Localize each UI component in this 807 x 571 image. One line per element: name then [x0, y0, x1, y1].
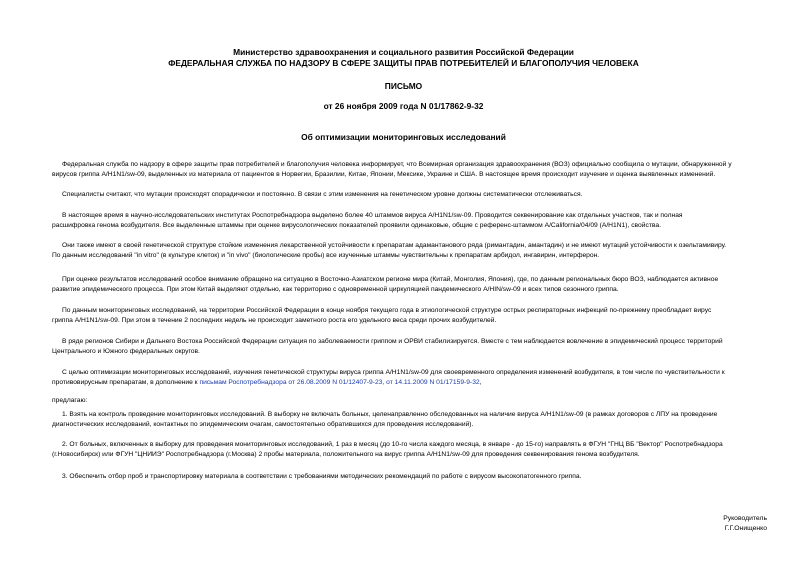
paragraph-line: вирусов гриппа A/H1N1/sw-09, выделенных из материала от пациентов в Норвегии, Бразилии, Китае, Японии, Мексике, Украине и США. В настоящее время происходит изучение и оценка выявленных изменений.	[52, 171, 716, 178]
ministry-title: Министерство здравоохранения и социального развития Российской Федерации	[233, 47, 574, 57]
paragraph-line: диагностических исследований, контактных по эпидемическим очагам, самостоятельно обратившихся для проведения исследований).	[52, 421, 474, 428]
paragraph-line: противовирусным препаратам, в дополнение к письмам Роспотребнадзора от 26.08.2009 N 01/12407-9-23, от 14.11.2009 N 01/17159-9-32,	[52, 379, 482, 386]
paragraph-line: Они также имеют в своей генетической структуре стойкие изменения лекарственной устойчивости к препаратам адамантанового ряда (римантадин, амантадин) и не имеют мутаций устойчивости к озельтамивиру.	[62, 242, 727, 249]
service-title: ФЕДЕРАЛЬНАЯ СЛУЖБА ПО НАДЗОРУ В СФЕРЕ ЗАЩИТЫ ПРАВ ПОТРЕБИТЕЛЕЙ И БЛАГОПОЛУЧИЯ ЧЕЛОВЕКА	[168, 58, 639, 68]
paragraph-6	[52, 306, 769, 326]
paragraph-line: (г.Новосибирск) или ФГУН "ЦНИИЭ" Роспотребнадзора (г.Москва) 2 пробы материала, положительного на вирус гриппа A/H1N1/sw-09 для проведения секвенирования генома возбудителя.	[52, 451, 640, 458]
paragraph-line: По данным исследований "in vitro" (в культуре клеток) и "in vivo" (биологические пробы) все изученные штаммы чувствительны к препаратам арбидол, ингавирин, интерферон.	[52, 252, 600, 259]
paragraph-line: 1. Взять на контроль проведение мониторинговых исследований. В выборку не включать больных, целенаправленно обследованных на наличие вируса A/H1N1/sw-09 (в рамках договоров с ЛПУ на проведение	[62, 411, 718, 418]
paragraph-2	[52, 190, 769, 200]
doc-type: ПИСЬМО	[384, 81, 423, 91]
paragraph-line: В ряде регионов Сибири и Дальнего Востока Российской Федерации ситуация по заболеваемости гриппом и ОРВИ стабилизируется. Вместе с тем наблюдается вовлечение в эпидемический процесс территорий	[62, 338, 723, 345]
paragraph-8	[52, 368, 769, 388]
paragraph-4	[52, 241, 769, 261]
paragraph-proposed	[52, 396, 769, 406]
signature-name: Г.Г.Онищенко	[724, 525, 767, 532]
list-item-3	[52, 472, 769, 482]
doc-subject: Об оптимизации мониторинговых исследований	[301, 132, 506, 142]
paragraph-5	[52, 275, 769, 295]
paragraph-line: При оценке результатов исследований особое внимание обращено на ситуацию в Восточно-Азиатском регионе мира (Китай, Монголия, Япония), где, по данным региональных бюро ВОЗ, наблюдается активное	[62, 276, 719, 283]
paragraph-line: расшифровка генома возбудителя. Все выделенные штаммы при оценке вирусологических показателей проявили одинаковые, общие с референс-штаммом A/California/04/09 (A/H1N1), свойства.	[52, 222, 661, 229]
paragraph-line: По данным мониторинговых исследований, на территории Российской Федерации в конце ноября текущего года в этиологической структуре острых респираторных инфекций по-прежнему преобладает вирус	[62, 307, 712, 314]
referenced-letters-link[interactable]: письмам Роспотребнадзора от 26.08.2009 N 01/12407-9-23, от 14.11.2009 N 01/17159-9-32	[199, 379, 480, 386]
signature-title: Руководитель	[723, 515, 767, 522]
paragraph-line: гриппа A/H1N1/sw-09. При этом в течение 2 последних недель не происходит заметного роста его удельного веса среди прочих возбудителей.	[52, 317, 497, 324]
paragraph-7	[52, 337, 769, 357]
paragraph-line: 2. От больных, включенных в выборку для проведения мониторинговых исследований, 1 раз в месяц (до 10-го числа каждого месяца, в январе - до 15-го) направлять в ФГУН "ГНЦ ВБ "Вектор" Роспотребнадзора	[62, 441, 723, 448]
paragraph-line: предлагаю:	[52, 397, 88, 404]
paragraph-line: Центрального и Южного федеральных округов.	[52, 348, 200, 355]
paragraph-line: 3. Обеспечить отбор проб и транспортировку материала в соответствии с требованиями методических рекомендаций по работе с вирусом высокопатогенного гриппа.	[62, 473, 582, 480]
paragraph-1	[52, 160, 769, 180]
list-item-1	[52, 410, 769, 430]
paragraph-3	[52, 211, 769, 231]
paragraph-line: развитие эпидемического процесса. При этом Китай выделяют отдельно, как территорию с одновременной циркуляцией пандемического A/HIN/sw-09 и всех типов сезонного гриппа.	[52, 286, 619, 293]
paragraph-line: Федеральная служба по надзору в сфере защиты прав потребителей и благополучия человека информирует, что Всемирная организация здравоохранения (ВОЗ) официально сообщила о мутации, обнаруженной у	[62, 161, 732, 168]
paragraph-line: С целью оптимизации мониторинговых исследований, изучения генетической структуры вируса гриппа A/H1N1/sw-09 для своевременного определения изменений возбудителя, в том числе по чувствительности к	[62, 369, 725, 376]
list-item-2	[52, 440, 769, 460]
paragraph-line: Специалисты считают, что мутации происходят спорадически и постоянно. В связи с этим изменения на генетическом уровне должны систематически отслеживаться.	[62, 191, 583, 198]
doc-date-number: от 26 ноября 2009 года N 01/17862-9-32	[323, 101, 484, 111]
paragraph-line: В настоящее время в научно-исследовательских институтах Роспотребнадзора выделено более 40 штаммов вируса A/H1N1/sw-09. Проводится секвенирование как отдельных участков, так и полная	[62, 212, 683, 219]
